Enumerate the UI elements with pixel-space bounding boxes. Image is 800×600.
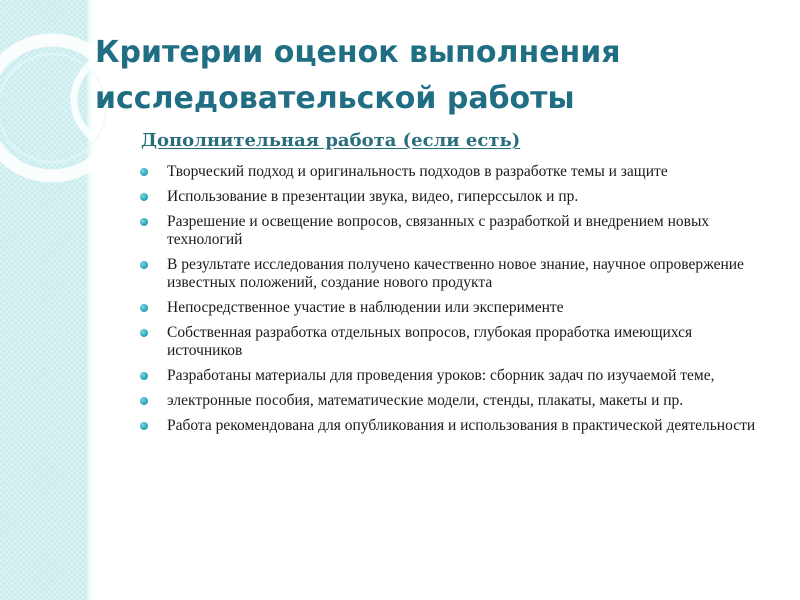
bullet-dot-icon <box>140 261 148 269</box>
bullet-dot-icon <box>140 422 148 430</box>
list-item <box>138 188 758 206</box>
bullet-dot-icon <box>140 193 148 201</box>
list-item-text: Использование в презентации звука, видео, гиперссылок и пр. <box>167 188 579 205</box>
list-item <box>138 163 758 181</box>
list-item <box>138 256 758 292</box>
criteria-list <box>138 163 758 442</box>
bullet-dot-icon <box>140 218 148 226</box>
list-item <box>138 367 758 385</box>
list-item-text: Непосредственное участие в наблюдении или эксперименте <box>167 299 564 316</box>
bullet-dot-icon <box>140 304 148 312</box>
bullet-dot-icon <box>140 168 148 176</box>
slide-title: Критерии оценок выполнения исследовательской работы <box>95 35 621 116</box>
section-subtitle: Дополнительная работа (если есть) <box>141 130 521 151</box>
list-item <box>138 213 758 249</box>
list-item <box>138 324 758 360</box>
list-item <box>138 299 758 317</box>
list-item-text: электронные пособия, математические модели, стенды, плакаты, макеты и пр. <box>167 392 684 409</box>
list-item-text: Собственная разработка отдельных вопросов, глубокая проработка имеющихся источников <box>167 324 693 359</box>
list-item <box>138 392 758 410</box>
list-item-text: Разработаны материалы для проведения уроков: сборник задач по изучаемой теме, <box>167 367 715 384</box>
bullet-dot-icon <box>140 372 148 380</box>
list-item-text: Разрешение и освещение вопросов, связанных с разработкой и внедрением новых технологий <box>167 213 710 248</box>
list-item-text: Творческий подход и оригинальность подходов в разработке темы и защите <box>167 163 668 180</box>
bullet-dot-icon <box>140 329 148 337</box>
deco-circle-inner <box>0 54 106 162</box>
bullet-dot-icon <box>140 397 148 405</box>
list-item-text: В результате исследования получено качественно новое знание, научное опровержение известных положений, создание нового продукта <box>167 256 744 291</box>
list-item <box>138 417 758 435</box>
list-item-text: Работа рекомендована для опубликования и использования в практической деятельности <box>167 417 756 434</box>
